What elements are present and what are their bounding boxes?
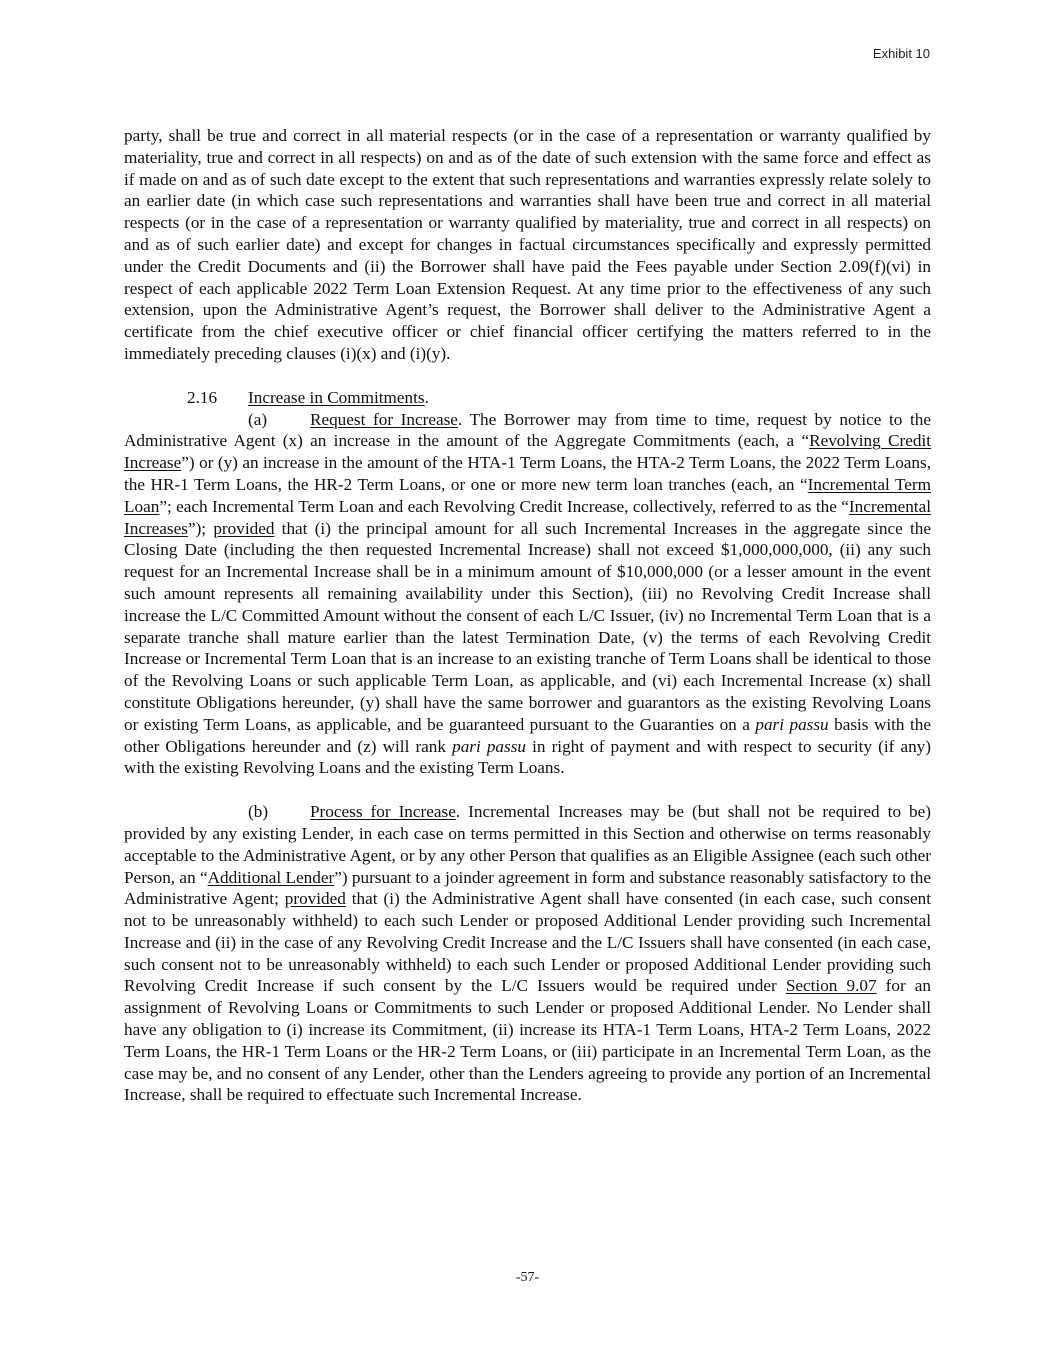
document-body <box>124 125 931 1128</box>
provided-keyword: provided <box>284 889 346 909</box>
paragraph-b-text-3: that (i) the Administrative Agent shall have consented (in each case, such consent not to be unreasonably withheld) to each such Lender or proposed Additional Lender providing such Incremental Increase and (ii) in the case of any Revolving Credit Increase and the L/C Issuers shall have consented (in each case, such consent not to be unreasonably withheld) to each such Lender or proposed Additional Lender providing such Revolving Credit Increase if such consent by the L/C Issuers would be required under <box>124 889 931 996</box>
paragraph-a-text-3: ”; each Incremental Term Loan and each Revolving Credit Increase, collectively, referred to as the “ <box>159 496 849 516</box>
section-title: Increase in Commitments <box>248 387 425 407</box>
paragraph-a-heading: Request for Increase <box>310 409 458 429</box>
paragraph-a-text-5: that (i) the principal amount for all such Incremental Increases in the aggregate since the Closing Date (including the then requested Incremental Increase) shall not exceed $1,000,000,000, (ii) any such request for an Incremental Increase shall be in a minimum amount of $10,000,000 (or a lesser amount in the event such amount represents all remaining availability under this Section), (iii) no Revolving Credit Increase shall increase the L/C Committed Amount without the consent of each L/C Issuer, (iv) no Incremental Term Loan that is a separate tranche shall mature earlier than the latest Termination Date, (v) the terms of each Revolving Credit Increase or Incremental Term Loan that is an increase to an existing tranche of Term Loans shall be identical to those of the Revolving Loans or such applicable Term Loan, as applicable, and (vi) each Incremental Increase (x) shall constitute Obligations hereunder, (y) shall have the same borrower and guarantors as the existing Revolving Loans or existing Term Loans, as applicable, and be guaranteed pursuant to the Guaranties on a <box>124 518 931 734</box>
provided-keyword: provided <box>213 518 275 538</box>
continuation-paragraph: party, shall be true and correct in all material respects (or in the case of a representation or warranty qualified by materiality, true and correct in all respects) on and as of the date of such extension with the same force and effect as if made on and as of such date except to the extent that such representations and warranties expressly relate solely to an earlier date (in which case such representations and warranties shall have been true and correct in all material respects (or in the case of a representation or warranty qualified by materiality, true and correct in all respects) on and as of such earlier date) and except for changes in factual circumstances specifically and expressly permitted under the Credit Documents and (ii) the Borrower shall have paid the Fees payable under Section 2.09(f)(vi) in respect of each applicable 2022 Term Loan Extension Request. At any time prior to the effectiveness of any such extension, upon the Administrative Agent’s request, the Borrower shall deliver to the Administrative Agent a certificate from the chief executive officer or chief financial officer certifying the matters referred to in the immediately preceding clauses (i)(x) and (i)(y). <box>124 126 931 363</box>
paragraph-a-text-4: ”); <box>187 518 214 538</box>
paragraph-b-text-1: . Incremental Increases may be (but shall not be required to be) provided by any existing Lender, in each case on terms permitted in this Section and otherwise on terms reasonably acceptable to the Administrative Agent, or by any other Person that qualifies as an Eligible Assignee (each such other Person, an “ <box>124 802 931 887</box>
paragraph-b <box>124 801 931 1106</box>
paragraph-a-text-7: in right of payment and with respect to security (if any) with the existing Revolving Loans and the existing Term Loans. <box>124 736 932 778</box>
section-title-period: . <box>424 387 429 407</box>
exhibit-label: Exhibit 10 <box>872 46 930 61</box>
pari-passu-term: pari passu <box>452 736 527 756</box>
section-reference: Section 9.07 <box>785 976 877 996</box>
defined-term-incremental-increases: Incremental Increases <box>124 496 931 538</box>
paragraph-b-text-4: for an assignment of Revolving Loans or Commitments to such Lender or proposed Additional Lender. No Lender shall have any obligation to (i) increase its Commitment, (ii) increase its HTA-1 Term Loans, HTA-2 Term Loans, 2022 Term Loans, the HR-1 Term Loans or the HR-2 Term Loans, or (iii) participate in an Incremental Term Loan, as the case may be, and no consent of any Lender, other than the Lenders agreeing to provide any portion of an Incremental Increase, shall be required to effectuate such Incremental Increase. <box>124 976 932 1105</box>
paragraph-a <box>124 409 931 780</box>
paragraph-b-text-2: ”) pursuant to a joinder agreement in form and substance reasonably satisfactory to the Administrative Agent; <box>124 867 932 909</box>
defined-term-incremental-term-loan: Incremental Term Loan <box>124 474 931 516</box>
section-number: 2.16 <box>187 387 218 407</box>
page-number: -57- <box>515 1270 540 1285</box>
section-heading <box>124 387 931 409</box>
paragraph-a-text-6: basis with the other Obligations hereunder and (z) will rank <box>124 714 931 756</box>
paragraph-b-heading: Process for Increase <box>310 802 456 822</box>
paragraph-a-text-1: . The Borrower may from time to time, request by notice to the Administrative Agent (x) an increase in the amount of the Aggregate Commitments (each, a “ <box>124 409 931 451</box>
paragraph-a-text-2: ”) or (y) an increase in the amount of the HTA-1 Term Loans, the HTA-2 Term Loans, the 2022 Term Loans, the HR-1 Term Loans, the HR-2 Term Loans, or one or more new term loan tranches (each, an “ <box>124 453 931 494</box>
defined-term-additional-lender: Additional Lender <box>207 867 335 887</box>
pari-passu-term: pari passu <box>755 714 829 734</box>
defined-term-revolving-credit-increase: Revolving Credit Increase <box>124 431 931 473</box>
paragraph-b-label: (b) <box>248 802 269 822</box>
paragraph-a-label: (a) <box>248 409 268 429</box>
